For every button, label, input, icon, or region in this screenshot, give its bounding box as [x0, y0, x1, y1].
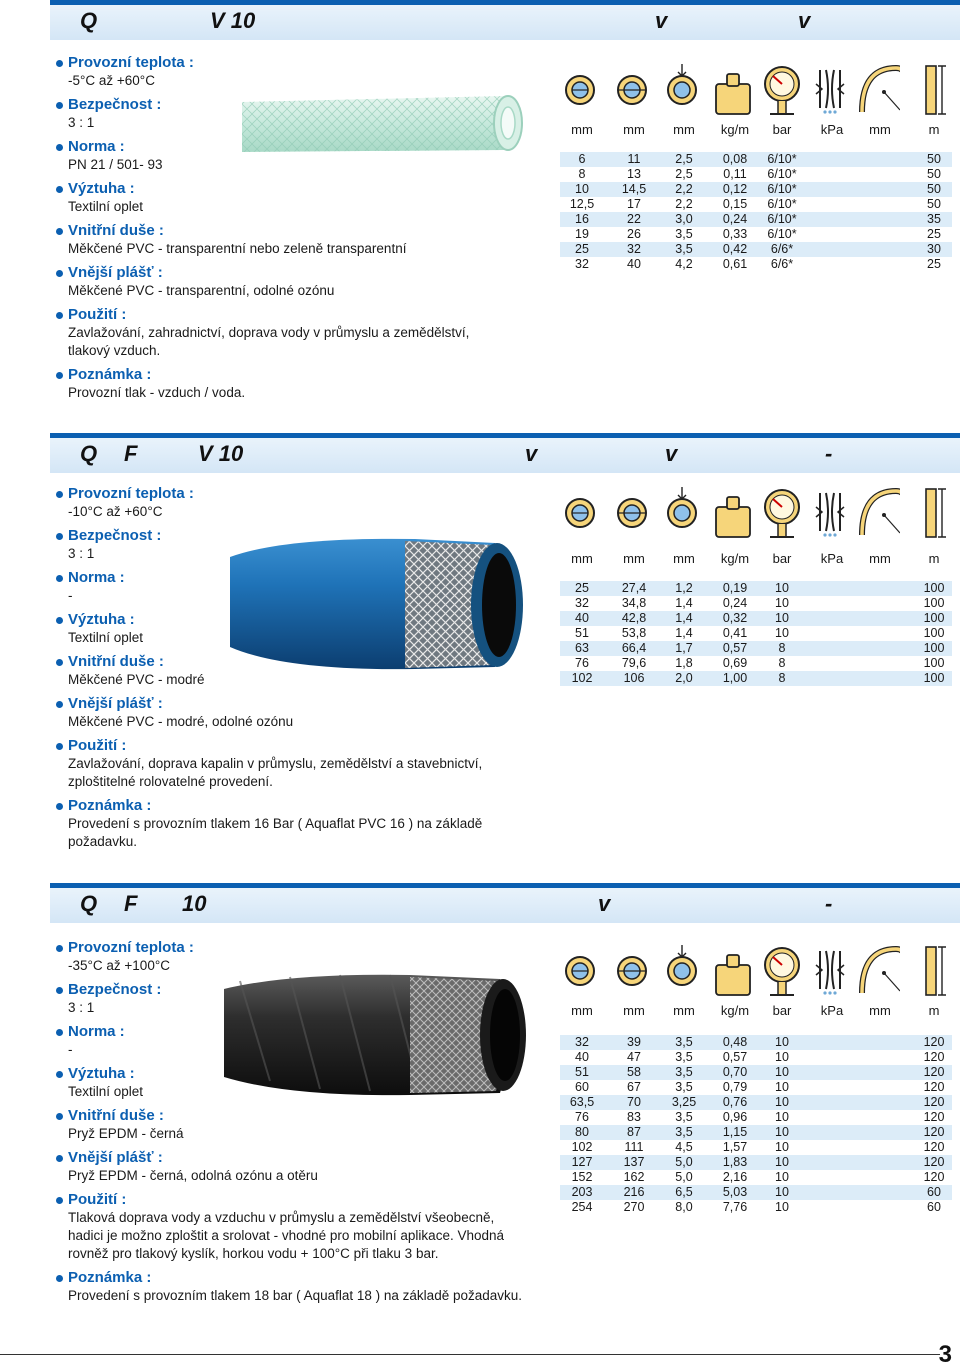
- table-row: [560, 596, 952, 611]
- table-cell: 26: [627, 227, 641, 241]
- table-cell: 0,32: [722, 611, 748, 625]
- title-part: Q: [80, 891, 98, 916]
- table-cell: 50: [927, 167, 941, 181]
- table-cell: 100: [923, 671, 945, 685]
- spec-item: Výztuha : Textilní oplet: [56, 1065, 536, 1101]
- hose-image-black: [220, 971, 530, 1106]
- table-row: [560, 1185, 952, 1200]
- unit-label: m: [928, 551, 940, 566]
- table-cell: 3,5: [675, 1110, 693, 1124]
- table-cell: 3,25: [671, 1095, 697, 1109]
- table-cell: 0,70: [722, 1065, 748, 1079]
- table-cell: 3,5: [675, 1065, 693, 1079]
- table-row: [560, 1035, 952, 1050]
- table-cell: 1,57: [722, 1140, 748, 1154]
- table-cell: 6/10*: [767, 212, 797, 226]
- table-row: [560, 611, 952, 626]
- table-cell: 120: [923, 1110, 945, 1124]
- table-cell: 2,2: [675, 197, 693, 211]
- table-cell: 6/10*: [767, 197, 797, 211]
- spec-item: Provozní teplota : -35°C až +100°C: [56, 939, 536, 975]
- table-cell: 100: [923, 641, 945, 655]
- table-cell: 25: [927, 257, 941, 271]
- spec-item: Bezpečnost : 3 : 1: [56, 981, 536, 1017]
- unit-label: bar: [772, 551, 792, 566]
- table-cell: 60: [927, 1200, 941, 1214]
- table-cell: 4,2: [675, 257, 693, 271]
- table-cell: 50: [927, 197, 941, 211]
- unit-label: mm: [869, 551, 891, 566]
- table-cell: 10: [775, 1155, 789, 1169]
- table-cell: 8: [778, 671, 786, 685]
- unit-label: mm: [869, 122, 891, 137]
- table-cell: 10: [775, 626, 789, 640]
- table-cell: 76: [575, 1110, 589, 1124]
- table-row: [560, 1155, 952, 1170]
- spec-table: [560, 581, 952, 686]
- table-cell: 0,69: [722, 656, 748, 670]
- hose-image-transparent: [232, 94, 532, 156]
- table-cell: 0,24: [722, 596, 748, 610]
- spec-item: Vnější plášť : Měkčené PVC - modré, odolné ozónu: [56, 695, 536, 731]
- table-cell: 162: [623, 1170, 645, 1184]
- table-cell: 10: [775, 1200, 789, 1214]
- table-cell: 3,5: [675, 1035, 693, 1049]
- spec-item: Vnější plášť : Měkčené PVC - transparentní, odolné ozónu: [56, 264, 536, 300]
- icon-row: [560, 485, 952, 541]
- unit-label: kPa: [820, 551, 844, 566]
- table-cell: 120: [923, 1095, 945, 1109]
- table-cell: 60: [575, 1080, 589, 1094]
- hose-section-2: [0, 433, 960, 873]
- vacuum-icon: [810, 943, 854, 999]
- title-part: v: [525, 441, 538, 466]
- table-cell: 11: [627, 152, 641, 166]
- title-part: -: [825, 441, 833, 466]
- table-cell: 120: [923, 1080, 945, 1094]
- unit-label: kPa: [820, 1003, 844, 1018]
- table-row: [560, 242, 952, 257]
- length-icon: [912, 62, 956, 118]
- pressure-gauge-icon: [760, 62, 804, 118]
- table-cell: 5,03: [722, 1185, 748, 1199]
- table-cell: 6/10*: [767, 182, 797, 196]
- pressure-gauge-icon: [760, 485, 804, 541]
- units-row: [560, 551, 952, 569]
- table-cell: 51: [575, 626, 589, 640]
- table-cell: 3,5: [675, 1050, 693, 1064]
- table-cell: 6/6*: [770, 242, 794, 256]
- table-cell: 19: [575, 227, 589, 241]
- table-cell: 40: [575, 611, 589, 625]
- unit-label: kg/m: [720, 551, 750, 566]
- table-cell: 1,4: [675, 626, 693, 640]
- table-row: [560, 212, 952, 227]
- table-cell: 120: [923, 1170, 945, 1184]
- title-part: v: [655, 8, 668, 33]
- table-cell: 100: [923, 581, 945, 595]
- table-cell: 30: [927, 242, 941, 256]
- table-cell: 1,4: [675, 596, 693, 610]
- table-row: [560, 1140, 952, 1155]
- weight-icon: [712, 485, 756, 541]
- table-cell: 76: [575, 656, 589, 670]
- table-cell: 16: [575, 212, 589, 226]
- table-cell: 34,8: [621, 596, 647, 610]
- inner-diameter-icon: [560, 485, 604, 541]
- table-cell: 1,83: [722, 1155, 748, 1169]
- table-cell: 0,12: [722, 182, 748, 196]
- title-part: V 10: [198, 441, 244, 466]
- table-cell: 0,41: [722, 626, 748, 640]
- table-cell: 32: [575, 596, 589, 610]
- table-row: [560, 1050, 952, 1065]
- table-row: [560, 1095, 952, 1110]
- inner-diameter-icon: [560, 62, 604, 118]
- table-cell: 32: [575, 257, 589, 271]
- table-cell: 10: [775, 1170, 789, 1184]
- table-cell: 40: [575, 1050, 589, 1064]
- unit-label: kPa: [820, 122, 844, 137]
- outer-diameter-icon: [612, 62, 656, 118]
- table-cell: 63,5: [569, 1095, 595, 1109]
- section-title-bar: [50, 0, 960, 40]
- table-cell: 6/10*: [767, 152, 797, 166]
- table-cell: 12,5: [569, 197, 595, 211]
- vacuum-icon: [810, 62, 854, 118]
- table-cell: 254: [571, 1200, 593, 1214]
- table-row: [560, 257, 952, 272]
- table-cell: 0,48: [722, 1035, 748, 1049]
- table-cell: 25: [575, 242, 589, 256]
- spec-item: Vnitřní duše : Měkčené PVC - transparentní nebo zeleně transparentní: [56, 222, 536, 258]
- table-cell: 67: [627, 1080, 641, 1094]
- spec-table: [560, 152, 952, 272]
- wall-thickness-icon: [662, 485, 706, 541]
- table-cell: 39: [627, 1035, 641, 1049]
- spec-item: Poznámka : Provedení s provozním tlakem 18 bar ( Aquaflat 18 ) na základě požadavku.: [56, 1269, 536, 1305]
- unit-label: m: [928, 1003, 940, 1018]
- section-title-bar: [50, 433, 960, 473]
- table-cell: 5,0: [675, 1170, 693, 1184]
- table-cell: 100: [923, 626, 945, 640]
- table-cell: 5,0: [675, 1155, 693, 1169]
- unit-label: bar: [772, 122, 792, 137]
- table-cell: 1,8: [675, 656, 693, 670]
- table-cell: 2,16: [722, 1170, 748, 1184]
- title-part: Q: [80, 8, 98, 33]
- table-cell: 0,24: [722, 212, 748, 226]
- units-row: [560, 122, 952, 140]
- table-cell: 60: [927, 1185, 941, 1199]
- spec-item: Poznámka : Provedení s provozním tlakem 16 Bar ( Aquaflat PVC 16 ) na základě požadavku.: [56, 797, 526, 851]
- bend-radius-icon: [856, 943, 900, 999]
- table-cell: 83: [627, 1110, 641, 1124]
- unit-label: mm: [673, 551, 695, 566]
- spec-item: Provozní teplota : -5°C až +60°C: [56, 54, 536, 90]
- spec-item: Použití : Zavlažování, doprava kapalin v průmyslu, zemědělství a stavebnictví, zploštitelné rolovatelné provedení.: [56, 737, 526, 791]
- spec-item: Vnitřní duše : Pryž EPDM - černá: [56, 1107, 536, 1143]
- spec-item: Vnitřní duše : Měkčené PVC - modré: [56, 653, 536, 689]
- unit-label: kg/m: [720, 122, 750, 137]
- table-cell: 270: [623, 1200, 645, 1214]
- table-cell: 0,57: [722, 1050, 748, 1064]
- table-cell: 0,19: [722, 581, 748, 595]
- table-cell: 10: [775, 1035, 789, 1049]
- table-cell: 50: [927, 182, 941, 196]
- table-cell: 120: [923, 1125, 945, 1139]
- table-cell: 79,6: [621, 656, 647, 670]
- title-part: v: [798, 8, 811, 33]
- table-cell: 2,5: [675, 152, 693, 166]
- table-cell: 22: [627, 212, 641, 226]
- table-row: [560, 182, 952, 197]
- table-cell: 10: [775, 1125, 789, 1139]
- table-cell: 35: [927, 212, 941, 226]
- table-cell: 216: [623, 1185, 645, 1199]
- table-cell: 3,5: [675, 242, 693, 256]
- table-cell: 102: [571, 1140, 593, 1154]
- spec-item: Poznámka : Provozní tlak - vzduch / voda.: [56, 366, 536, 402]
- table-cell: 0,11: [723, 167, 747, 181]
- spec-item: Výztuha : Textilní oplet: [56, 180, 536, 216]
- table-cell: 87: [627, 1125, 641, 1139]
- table-cell: 4,5: [675, 1140, 693, 1154]
- table-cell: 1,2: [675, 581, 693, 595]
- table-cell: 58: [627, 1065, 641, 1079]
- table-cell: 10: [775, 581, 789, 595]
- table-cell: 2,0: [675, 671, 693, 685]
- table-cell: 8: [778, 656, 786, 670]
- vacuum-icon: [810, 485, 854, 541]
- page-number: 3: [938, 1341, 952, 1368]
- table-row: [560, 641, 952, 656]
- table-cell: 70: [627, 1095, 641, 1109]
- spec-item: Bezpečnost : 3 : 1: [56, 96, 536, 132]
- table-cell: 0,79: [722, 1080, 748, 1094]
- spec-item: Použití : Zavlažování, zahradnictví, doprava vody v průmyslu a zemědělství, tlakový vzduch.: [56, 306, 496, 360]
- units-row: [560, 1003, 952, 1021]
- unit-label: mm: [571, 1003, 593, 1018]
- hose-section-1: [0, 0, 960, 420]
- table-cell: 13: [627, 167, 641, 181]
- table-cell: 25: [927, 227, 941, 241]
- table-cell: 14,5: [621, 182, 647, 196]
- table-cell: 10: [775, 1110, 789, 1124]
- table-cell: 120: [923, 1155, 945, 1169]
- table-cell: 32: [575, 1035, 589, 1049]
- table-cell: 10: [775, 611, 789, 625]
- table-cell: 100: [923, 596, 945, 610]
- pressure-gauge-icon: [760, 943, 804, 999]
- table-row: [560, 227, 952, 242]
- title-part: -: [825, 891, 833, 916]
- table-cell: 32: [627, 242, 641, 256]
- table-cell: 0,76: [722, 1095, 748, 1109]
- table-cell: 53,8: [621, 626, 647, 640]
- unit-label: m: [928, 122, 940, 137]
- table-cell: 0,08: [722, 152, 748, 166]
- spec-item: Bezpečnost : 3 : 1: [56, 527, 536, 563]
- table-cell: 10: [775, 1185, 789, 1199]
- table-cell: 127: [571, 1155, 593, 1169]
- table-row: [560, 1065, 952, 1080]
- title-part: 10: [182, 891, 207, 916]
- table-cell: 0,96: [722, 1110, 748, 1124]
- wall-thickness-icon: [662, 62, 706, 118]
- table-cell: 2,2: [675, 182, 693, 196]
- unit-label: mm: [869, 1003, 891, 1018]
- table-row: [560, 197, 952, 212]
- table-cell: 0,42: [722, 242, 748, 256]
- table-cell: 6: [578, 152, 586, 166]
- unit-label: mm: [571, 551, 593, 566]
- table-cell: 3,5: [675, 227, 693, 241]
- title-part: v: [598, 891, 611, 916]
- spec-item: Výztuha : Textilní oplet: [56, 611, 536, 647]
- table-cell: 0,33: [722, 227, 748, 241]
- length-icon: [912, 485, 956, 541]
- title-part: v: [665, 441, 678, 466]
- table-cell: 120: [923, 1065, 945, 1079]
- table-row: [560, 1125, 952, 1140]
- inner-diameter-icon: [560, 943, 604, 999]
- icon-row: [560, 62, 952, 118]
- table-cell: 1,15: [722, 1125, 748, 1139]
- table-cell: 120: [923, 1035, 945, 1049]
- table-cell: 203: [571, 1185, 593, 1199]
- table-cell: 7,76: [722, 1200, 748, 1214]
- table-cell: 47: [627, 1050, 641, 1064]
- table-cell: 1,7: [675, 641, 693, 655]
- bend-radius-icon: [856, 485, 900, 541]
- table-row: [560, 1170, 952, 1185]
- table-cell: 6/6*: [770, 257, 794, 271]
- table-cell: 1,00: [722, 671, 748, 685]
- table-cell: 10: [775, 596, 789, 610]
- wall-thickness-icon: [662, 943, 706, 999]
- table-cell: 3,5: [675, 1125, 693, 1139]
- unit-label: mm: [623, 122, 645, 137]
- table-cell: 40: [627, 257, 641, 271]
- table-cell: 106: [623, 671, 645, 685]
- spec-item: Norma : PN 21 / 501- 93: [56, 138, 536, 174]
- table-cell: 10: [775, 1080, 789, 1094]
- table-row: [560, 1110, 952, 1125]
- table-cell: 1,4: [675, 611, 693, 625]
- unit-label: mm: [571, 122, 593, 137]
- table-cell: 10: [775, 1065, 789, 1079]
- table-cell: 25: [575, 581, 589, 595]
- spec-item: Provozní teplota : -10°C až +60°C: [56, 485, 536, 521]
- title-part: V 10: [210, 8, 256, 33]
- weight-icon: [712, 62, 756, 118]
- table-row: [560, 152, 952, 167]
- icon-row: [560, 943, 952, 999]
- spec-item: Norma : -: [56, 1023, 536, 1059]
- table-cell: 8,0: [675, 1200, 693, 1214]
- unit-label: mm: [673, 1003, 695, 1018]
- table-cell: 8: [778, 641, 786, 655]
- table-cell: 3,0: [675, 212, 693, 226]
- section-title-bar: [50, 883, 960, 923]
- table-cell: 50: [927, 152, 941, 166]
- unit-label: mm: [623, 1003, 645, 1018]
- table-cell: 10: [775, 1050, 789, 1064]
- table-cell: 152: [571, 1170, 593, 1184]
- table-cell: 10: [775, 1095, 789, 1109]
- table-cell: 120: [923, 1140, 945, 1154]
- table-row: [560, 1200, 952, 1215]
- unit-label: mm: [673, 122, 695, 137]
- table-cell: 102: [571, 671, 593, 685]
- table-row: [560, 656, 952, 671]
- unit-label: kg/m: [720, 1003, 750, 1018]
- spec-item: Vnější plášť : Pryž EPDM - černá, odolná ozónu a otěru: [56, 1149, 536, 1185]
- title-part: F: [124, 441, 138, 466]
- spec-item: Použití : Tlaková doprava vody a vzduchu v průmyslu a zemědělství všeobecně, hadici je možno zploštit a srolovat - vhodné pro mobilní aplikace. Vhodná rovněž pro tlakový kyslík, horkou vodu + 100°C při tlaku 3 bar.: [56, 1191, 531, 1263]
- hose-image-blue: [225, 537, 530, 687]
- title-part: Q: [80, 441, 98, 466]
- outer-diameter-icon: [612, 485, 656, 541]
- table-cell: 0,15: [722, 197, 748, 211]
- bend-radius-icon: [856, 62, 900, 118]
- table-cell: 0,57: [722, 641, 748, 655]
- table-row: [560, 671, 952, 686]
- table-cell: 27,4: [621, 581, 647, 595]
- table-cell: 42,8: [621, 611, 647, 625]
- spec-table: [560, 1035, 952, 1215]
- table-cell: 51: [575, 1065, 589, 1079]
- table-cell: 0,61: [722, 257, 748, 271]
- table-cell: 100: [923, 656, 945, 670]
- table-row: [560, 1080, 952, 1095]
- table-cell: 111: [624, 1140, 644, 1154]
- table-cell: 6/10*: [767, 227, 797, 241]
- table-cell: 120: [923, 1050, 945, 1064]
- table-cell: 10: [775, 1140, 789, 1154]
- unit-label: mm: [623, 551, 645, 566]
- table-cell: 100: [923, 611, 945, 625]
- footer-rule: [0, 1354, 940, 1355]
- table-cell: 6/10*: [767, 167, 797, 181]
- hose-section-3: [0, 883, 960, 1323]
- table-cell: 8: [578, 167, 586, 181]
- table-cell: 66,4: [621, 641, 647, 655]
- spec-item: Norma : -: [56, 569, 536, 605]
- unit-label: bar: [772, 1003, 792, 1018]
- table-cell: 137: [623, 1155, 645, 1169]
- table-cell: 10: [575, 182, 589, 196]
- table-row: [560, 167, 952, 182]
- weight-icon: [712, 943, 756, 999]
- table-row: [560, 626, 952, 641]
- length-icon: [912, 943, 956, 999]
- table-cell: 80: [575, 1125, 589, 1139]
- table-cell: 3,5: [675, 1080, 693, 1094]
- table-cell: 2,5: [675, 167, 693, 181]
- outer-diameter-icon: [612, 943, 656, 999]
- table-row: [560, 581, 952, 596]
- table-cell: 63: [575, 641, 589, 655]
- title-part: F: [124, 891, 138, 916]
- table-cell: 17: [627, 197, 641, 211]
- table-cell: 6,5: [675, 1185, 693, 1199]
